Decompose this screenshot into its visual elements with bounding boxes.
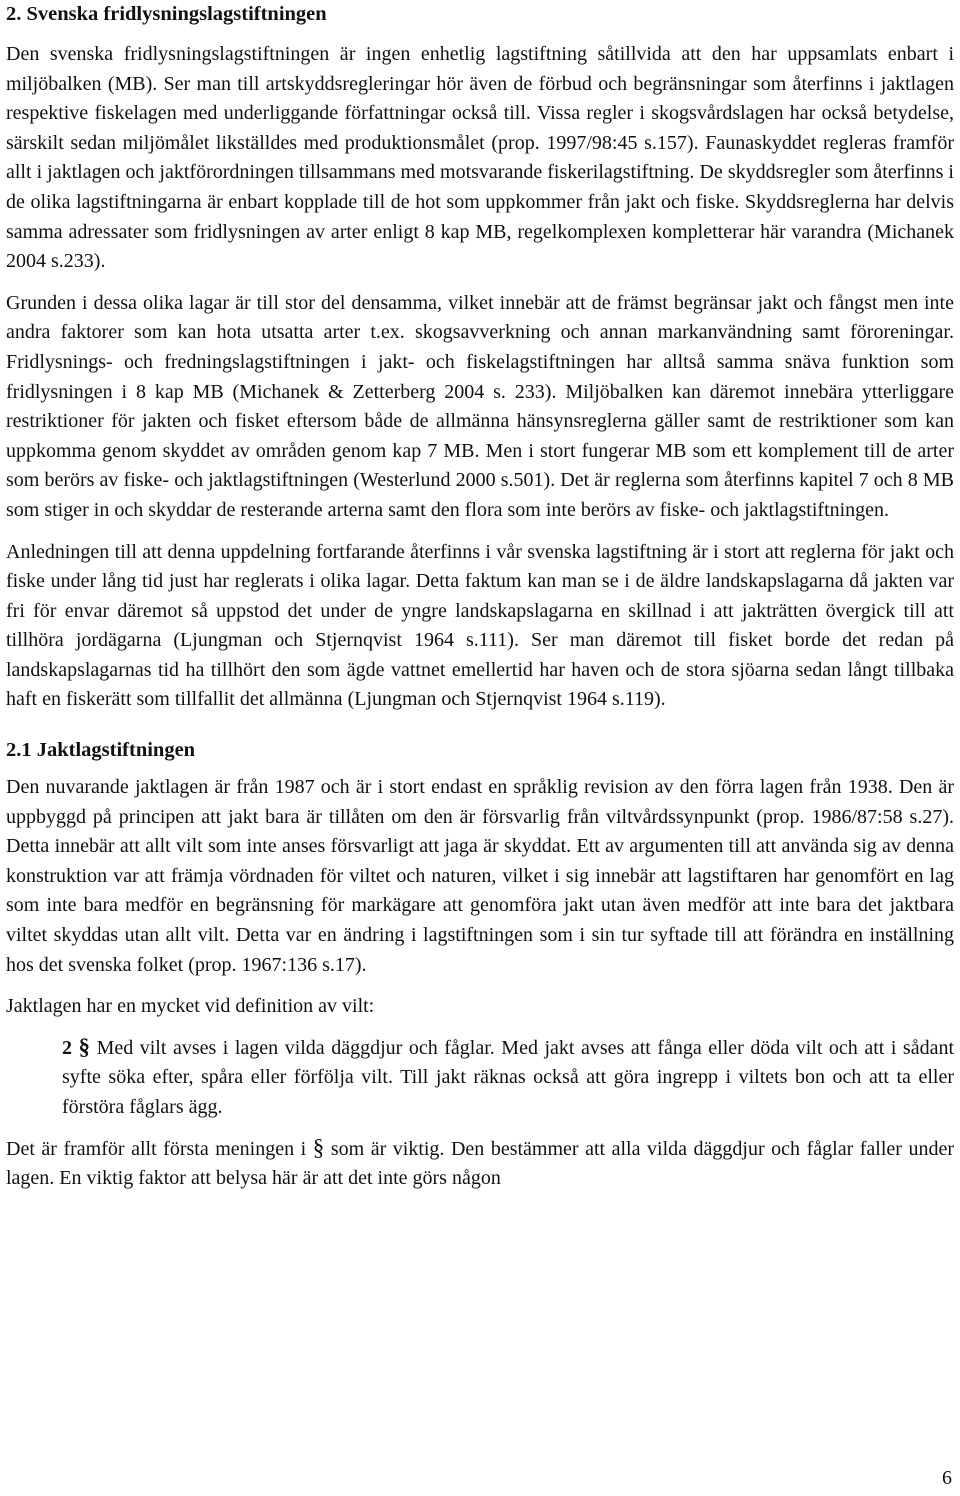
paragraph-3: Anledningen till att denna uppdelning fortfarande återfinns i vår svenska lagstiftning är i stort att reglerna för jakt och fiske under lång tid just har reglerats i olika lagar. Detta faktum kan man se i de äldre landskapslagarna då jakten var fri för envar däremot så uppstod det under de yngre landskapslagarna en skillnad i att jakträtten övergick till att tillhöra jordägarna (Ljungman och Stjernqvist 1964 s.111). Ser man däremot till fisket borde det redan på landskapslagarnas tid ha tillhört den som ägde vattnet emellertid har haven och de stora sjöarna sedan långt tillbaka haft en fiskerätt som tillfallit det allmänna (Ljungman och Stjernqvist 1964 s.119). xyxy=(6,540,954,711)
chapter-title: 2. Svenska fridlysningslagstiftningen xyxy=(6,3,327,25)
section-paragraph-1: Den nuvarande jaktlagen är från 1987 och är i stort endast en språklig revision av den förra lagen från 1938. Den är uppbyggd på principen att jakt bara är tillåten om den är försvarlig från viltvårdssynpunkt (prop. 1986/87:58 s.27). Detta innebär att allt vilt som inte anses försvarligt att jaga är skyddat. Ett av argumenten till att använda sig av denna konstruktion var att främja vördnaden för viltet och naturen, vilket i sig innebär att lagstiftaren har genomfört en lag som inte bara medför en begränsning för markägare att genomföra jakt utan även medför att inte bara det jaktbara viltet skyddas utan allt vilt. Detta var en ändring i lagstiftningen som i sin tur syftade till att förändra en inställning hos det svenska folket (prop. 1967:136 s.17). xyxy=(6,776,954,976)
document-page xyxy=(6,0,954,1194)
final-paragraph xyxy=(6,1135,954,1194)
page-number: 6 xyxy=(942,1467,952,1489)
section-sign: § xyxy=(78,1033,91,1059)
section-title: 2.1 Jaktlagstiftningen xyxy=(6,739,196,762)
final-section-sign: § xyxy=(312,1134,325,1160)
quote-text: Med vilt avses i lagen vilda däggdjur och fåglar. Med jakt avses att fånga eller döda vilt och att i sådant syfte söka efter, spåra eller förfölja vilt. Till jakt räknas också att göra ingrepp i viltets bon och att ta eller förstöra fåglars ägg. xyxy=(62,1036,955,1118)
paragraph-2: Grunden i dessa olika lagar är till stor del densamma, vilket innebär att de främst begränsar jakt och fångst men inte andra faktorer som kan hota utsatta arter t.ex. skogsavverkning och annan markanvändning samt föroreningar. Fridlysnings- och fredningslagstiftningen i jakt- och fiskelagstiftningen har alltså samma snäva funktion som fridlysningen i 8 kap MB (Michanek & Zetterberg 2004 s. 233). Miljöbalken kan däremot innebära ytterliggare restriktioner för jakten och fisket eftersom både de allmänna hänsynsreglerna gäller samt de restriktioner som kan uppkomma genom skyddet av områden genom kap 7 MB. Men i stort fungerar MB som ett komplement till de arter som berörs av fiske- och jaktlagstiftningen (Westerlund 2000 s.501). Det är reglerna som återfinns kapitel 7 och 8 MB som stiger in och skyddar de resterande arterna samt den flora som inte berörs av fiske- och jaktlagstiftningen. xyxy=(6,291,954,521)
law-quote xyxy=(62,1034,954,1123)
final-paragraph-after: som är viktig. Den bestämmer att alla vilda däggdjur och fåglar faller under lagen. En viktig faktor att belysa här är att det inte görs någon xyxy=(6,1137,955,1190)
section-paragraph-2: Jaktlagen har en mycket vid definition av vilt: xyxy=(6,995,375,1018)
paragraph-1: Den svenska fridlysningslagstiftningen är ingen enhetlig lagstiftning såtillvida att den har uppsamlats enbart i miljöbalken (MB). Ser man till artskyddsregleringar hör även de förbud och begränsningar som återfinns i jaktlagen respektive fiskelagen med underliggande författningar också till. Vissa regler i skogsvårdslagen har också betydelse, särskilt sedan miljömålet likställdes med produktionsmålet (prop. 1997/98:45 s.157). Faunaskyddet regleras framför allt i jaktlagen och jaktförordningen tillsammans med motsvarande fiskerilagstiftning. De skyddsregler som återfinns i de olika lagstiftningarna är enbart kopplade till de hot som uppkommer från jakt och fiske. Skyddsreglerna har delvis samma adressater som fridlysningen av arter enligt 8 kap MB, regelkomplexen kompletterar här varandra (Michanek 2004 s.233). xyxy=(6,43,954,273)
quote-paragraph-number: 2 xyxy=(62,1036,72,1059)
final-paragraph-before: Det är framför allt första meningen i xyxy=(6,1137,307,1160)
